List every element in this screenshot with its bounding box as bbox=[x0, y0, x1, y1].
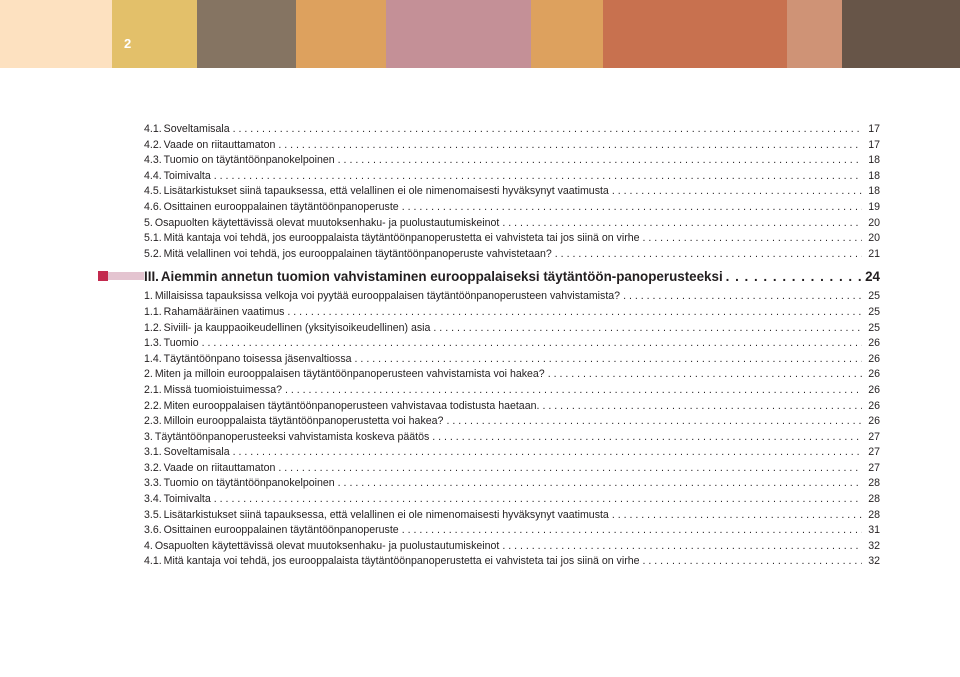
toc-heading-page: 24 bbox=[865, 269, 880, 285]
toc-entry-number: 4.2. bbox=[144, 138, 162, 151]
toc-leader-dots bbox=[284, 305, 862, 321]
toc-entry[interactable] bbox=[144, 231, 880, 247]
toc-leader-dots bbox=[443, 414, 862, 430]
section-marker-square bbox=[98, 271, 108, 281]
toc-entry[interactable] bbox=[144, 352, 880, 368]
toc-entry-page: 17 bbox=[868, 123, 880, 135]
toc-entry[interactable] bbox=[144, 430, 880, 446]
toc-heading[interactable] bbox=[144, 266, 880, 287]
toc-leader-dots bbox=[230, 122, 862, 138]
toc-entry-number: 1.4. bbox=[144, 352, 162, 365]
toc-entry-title: Missä tuomioistuimessa? bbox=[163, 383, 283, 396]
toc-leader-dots bbox=[335, 476, 862, 492]
toc-leader-dots bbox=[552, 247, 862, 263]
toc-entry-title: Milloin eurooppalaista täytäntöönpanoperustetta voi hakea? bbox=[163, 415, 444, 428]
toc-entry[interactable] bbox=[144, 216, 880, 232]
toc-entry-number: 4.6. bbox=[144, 200, 162, 213]
toc-leader-dots bbox=[539, 399, 862, 415]
toc-entry-page: 18 bbox=[868, 169, 880, 182]
toc-entry-page: 28 bbox=[868, 493, 880, 506]
toc-leader-dots bbox=[230, 445, 862, 461]
toc-leader-dots bbox=[545, 367, 862, 383]
toc-entry-page: 28 bbox=[868, 508, 880, 521]
color-band-segment bbox=[386, 0, 531, 68]
toc-leader-dots bbox=[399, 200, 862, 216]
toc-entry-title: Toimivalta bbox=[163, 493, 211, 506]
toc-leader-dots bbox=[723, 266, 861, 287]
toc-heading-title: Aiemmin annetun tuomion vahvistaminen eurooppalaiseksi täytäntöön-panoperusteeksi bbox=[160, 269, 723, 285]
toc-entry-title: Lisätarkistukset siinä tapauksessa, että velallinen ei ole nimenomaisesti hyväksynyt vaatimusta bbox=[163, 185, 609, 198]
toc-entry-page: 32 bbox=[868, 539, 880, 552]
toc-entry-title: Täytäntöönpanoperusteeksi vahvistamista koskeva päätös bbox=[154, 430, 430, 443]
toc-entry-number: 2. bbox=[144, 368, 153, 381]
toc-entry[interactable] bbox=[144, 508, 880, 524]
toc-leader-dots bbox=[429, 430, 862, 446]
toc-leader-dots bbox=[399, 523, 862, 539]
color-band-segment bbox=[531, 0, 603, 68]
toc-leader-dots bbox=[275, 138, 862, 154]
toc-leader-dots bbox=[352, 352, 862, 368]
toc-entry-title: Siviili- ja kauppaoikeudellinen (yksityisoikeudellinen) asia bbox=[163, 321, 431, 334]
toc-entry-title: Millaisissa tapauksissa velkoja voi pyytää eurooppalaisen täytäntöönpanoperusteen vahvistamista? bbox=[154, 290, 621, 303]
toc-entry-title: Osittainen eurooppalainen täytäntöönpanoperuste bbox=[163, 524, 399, 537]
toc-entry-page: 26 bbox=[868, 368, 880, 381]
toc-leader-dots bbox=[620, 289, 862, 305]
toc-leader-dots bbox=[211, 492, 862, 508]
toc-entry-page: 27 bbox=[868, 430, 880, 443]
toc-group-bottom bbox=[144, 289, 880, 570]
toc-entry[interactable] bbox=[144, 138, 880, 154]
toc-leader-dots bbox=[275, 461, 862, 477]
toc-entry-number: 3.1. bbox=[144, 446, 162, 459]
toc-entry-page: 26 bbox=[868, 399, 880, 412]
toc-entry-number: 4.4. bbox=[144, 169, 162, 182]
toc-leader-dots bbox=[499, 539, 862, 555]
toc-entry-title: Tuomio on täytäntöönpanokelpoinen bbox=[163, 477, 335, 490]
toc-leader-dots bbox=[609, 184, 862, 200]
toc-entry-number: 4.1. bbox=[144, 123, 162, 135]
toc-entry-page: 27 bbox=[868, 446, 880, 459]
toc-entry-page: 20 bbox=[868, 216, 880, 229]
toc-entry-page: 19 bbox=[868, 200, 880, 213]
toc-entry[interactable] bbox=[144, 367, 880, 383]
toc-entry-page: 25 bbox=[868, 305, 880, 318]
toc-entry-number: 5. bbox=[144, 216, 153, 229]
toc-entry[interactable] bbox=[144, 169, 880, 185]
toc-entry-page: 26 bbox=[868, 337, 880, 350]
toc-entry[interactable] bbox=[144, 383, 880, 399]
toc-entry-number: 1.3. bbox=[144, 337, 162, 350]
toc-entry-number: 1.1. bbox=[144, 305, 162, 318]
toc-entry-page: 18 bbox=[868, 185, 880, 198]
toc-entry-title: Miten eurooppalaisen täytäntöönpanoperusteen vahvistavaa todistusta haetaan. bbox=[163, 399, 540, 412]
toc-entry[interactable] bbox=[144, 184, 880, 200]
toc-entry-page: 21 bbox=[868, 247, 880, 260]
toc-entry[interactable] bbox=[144, 492, 880, 508]
toc-entry-title: Rahamääräinen vaatimus bbox=[163, 305, 285, 318]
toc-group-top bbox=[144, 122, 880, 262]
toc-entry[interactable] bbox=[144, 414, 880, 430]
toc-entry-number: 3.3. bbox=[144, 477, 162, 490]
toc-entry[interactable] bbox=[144, 289, 880, 305]
page-number: 2 bbox=[124, 36, 132, 51]
toc-entry-page: 25 bbox=[868, 321, 880, 334]
toc-entry-page: 32 bbox=[868, 555, 880, 568]
toc-entry[interactable] bbox=[144, 321, 880, 337]
toc-entry-number: 4.5. bbox=[144, 185, 162, 198]
color-band-segment bbox=[603, 0, 787, 68]
toc-entry-number: 2.1. bbox=[144, 383, 162, 396]
toc-entry[interactable] bbox=[144, 445, 880, 461]
toc-entry-title: Tuomio on täytäntöönpanokelpoinen bbox=[163, 154, 335, 167]
toc-entry-title: Soveltamisala bbox=[163, 446, 230, 459]
toc-entry-title: Miten ja milloin eurooppalaisen täytäntöönpanoperusteen vahvistamista voi hakea? bbox=[154, 368, 545, 381]
toc-entry[interactable] bbox=[144, 153, 880, 169]
color-band-header bbox=[0, 0, 960, 68]
toc-leader-dots bbox=[609, 508, 862, 524]
toc-entry-page: 18 bbox=[868, 154, 880, 167]
toc-entry[interactable] bbox=[144, 523, 880, 539]
toc-entry[interactable] bbox=[144, 539, 880, 555]
toc-entry-page: 27 bbox=[868, 461, 880, 474]
toc-entry-number: 3. bbox=[144, 430, 153, 443]
toc-leader-dots bbox=[199, 336, 862, 352]
toc-entry-number: 3.4. bbox=[144, 493, 162, 506]
toc-entry-number: 5.2. bbox=[144, 247, 162, 260]
toc-entry-title: Osapuolten käytettävissä olevat muutoksenhaku- ja puolustautumiskeinot bbox=[154, 216, 500, 229]
toc-entry-title: Täytäntöönpano toisessa jäsenvaltiossa bbox=[163, 352, 352, 365]
toc-entry-page: 20 bbox=[868, 232, 880, 245]
toc-entry[interactable] bbox=[144, 122, 880, 138]
toc-entry-title: Osittainen eurooppalainen täytäntöönpanoperuste bbox=[163, 200, 399, 213]
toc-entry-page: 26 bbox=[868, 383, 880, 396]
color-band-segment bbox=[197, 0, 296, 68]
toc-entry[interactable] bbox=[144, 305, 880, 321]
toc-entry[interactable] bbox=[144, 399, 880, 415]
toc-entry[interactable] bbox=[144, 247, 880, 263]
toc-entry-title: Osapuolten käytettävissä olevat muutoksenhaku- ja puolustautumiskeinot bbox=[154, 539, 500, 552]
toc-leader-dots bbox=[640, 554, 862, 570]
toc-entry-title: Toimivalta bbox=[163, 169, 211, 182]
toc-entry-page: 31 bbox=[868, 524, 880, 537]
color-band-segment bbox=[842, 0, 960, 68]
color-band-segment bbox=[787, 0, 842, 68]
toc-entry-number: 1. bbox=[144, 290, 153, 303]
toc-entry-title: Mitä velallinen voi tehdä, jos eurooppalainen täytäntöönpanoperuste vahvistetaan? bbox=[163, 247, 552, 260]
toc-leader-dots bbox=[499, 216, 862, 232]
toc-entry[interactable] bbox=[144, 476, 880, 492]
toc-entry-title: Vaade on riitauttamaton bbox=[163, 138, 276, 151]
toc-entry-number: 4. bbox=[144, 539, 153, 552]
toc-leader-dots bbox=[430, 321, 862, 337]
toc-entry-title: Mitä kantaja voi tehdä, jos eurooppalaista täytäntöönpanoperustetta ei vahvisteta tai jos siinä on virhe bbox=[163, 555, 640, 568]
toc-leader-dots bbox=[211, 169, 862, 185]
toc-entry-title: Vaade on riitauttamaton bbox=[163, 461, 276, 474]
toc-leader-dots bbox=[335, 153, 862, 169]
toc-leader-dots bbox=[282, 383, 862, 399]
toc-leader-dots bbox=[640, 231, 862, 247]
toc-entry-number: 2.2. bbox=[144, 399, 162, 412]
toc-entry-number: 3.2. bbox=[144, 461, 162, 474]
toc-entry-page: 28 bbox=[868, 477, 880, 490]
toc-entry-title: Lisätarkistukset siinä tapauksessa, että velallinen ei ole nimenomaisesti hyväksynyt vaatimusta bbox=[163, 508, 609, 521]
table-of-contents bbox=[144, 122, 880, 570]
color-band-segment bbox=[112, 0, 197, 68]
toc-entry-number: 3.6. bbox=[144, 524, 162, 537]
toc-entry[interactable] bbox=[144, 336, 880, 352]
toc-entry-page: 17 bbox=[868, 138, 880, 151]
toc-entry-number: 3.5. bbox=[144, 508, 162, 521]
toc-entry-title: Tuomio bbox=[163, 337, 199, 350]
toc-entry-page: 26 bbox=[868, 352, 880, 365]
toc-entry-title: Mitä kantaja voi tehdä, jos eurooppalaista täytäntöönpanoperustetta ei vahvisteta tai jos siinä on virhe bbox=[163, 232, 640, 245]
toc-entry-number: 5.1. bbox=[144, 232, 162, 245]
toc-heading-number: III. bbox=[144, 269, 159, 285]
toc-entry[interactable] bbox=[144, 554, 880, 570]
toc-entry[interactable] bbox=[144, 200, 880, 216]
toc-entry-number: 1.2. bbox=[144, 321, 162, 334]
toc-entry-number: 4.1. bbox=[144, 555, 162, 568]
color-band-segment bbox=[296, 0, 386, 68]
toc-entry[interactable] bbox=[144, 461, 880, 477]
toc-entry-number: 2.3. bbox=[144, 415, 162, 428]
toc-entry-page: 26 bbox=[868, 415, 880, 428]
toc-entry-title: Soveltamisala bbox=[163, 123, 230, 135]
section-marker-rule bbox=[108, 272, 144, 280]
toc-entry-number: 4.3. bbox=[144, 154, 162, 167]
toc-entry-page: 25 bbox=[868, 290, 880, 303]
color-band-segment bbox=[0, 0, 112, 68]
